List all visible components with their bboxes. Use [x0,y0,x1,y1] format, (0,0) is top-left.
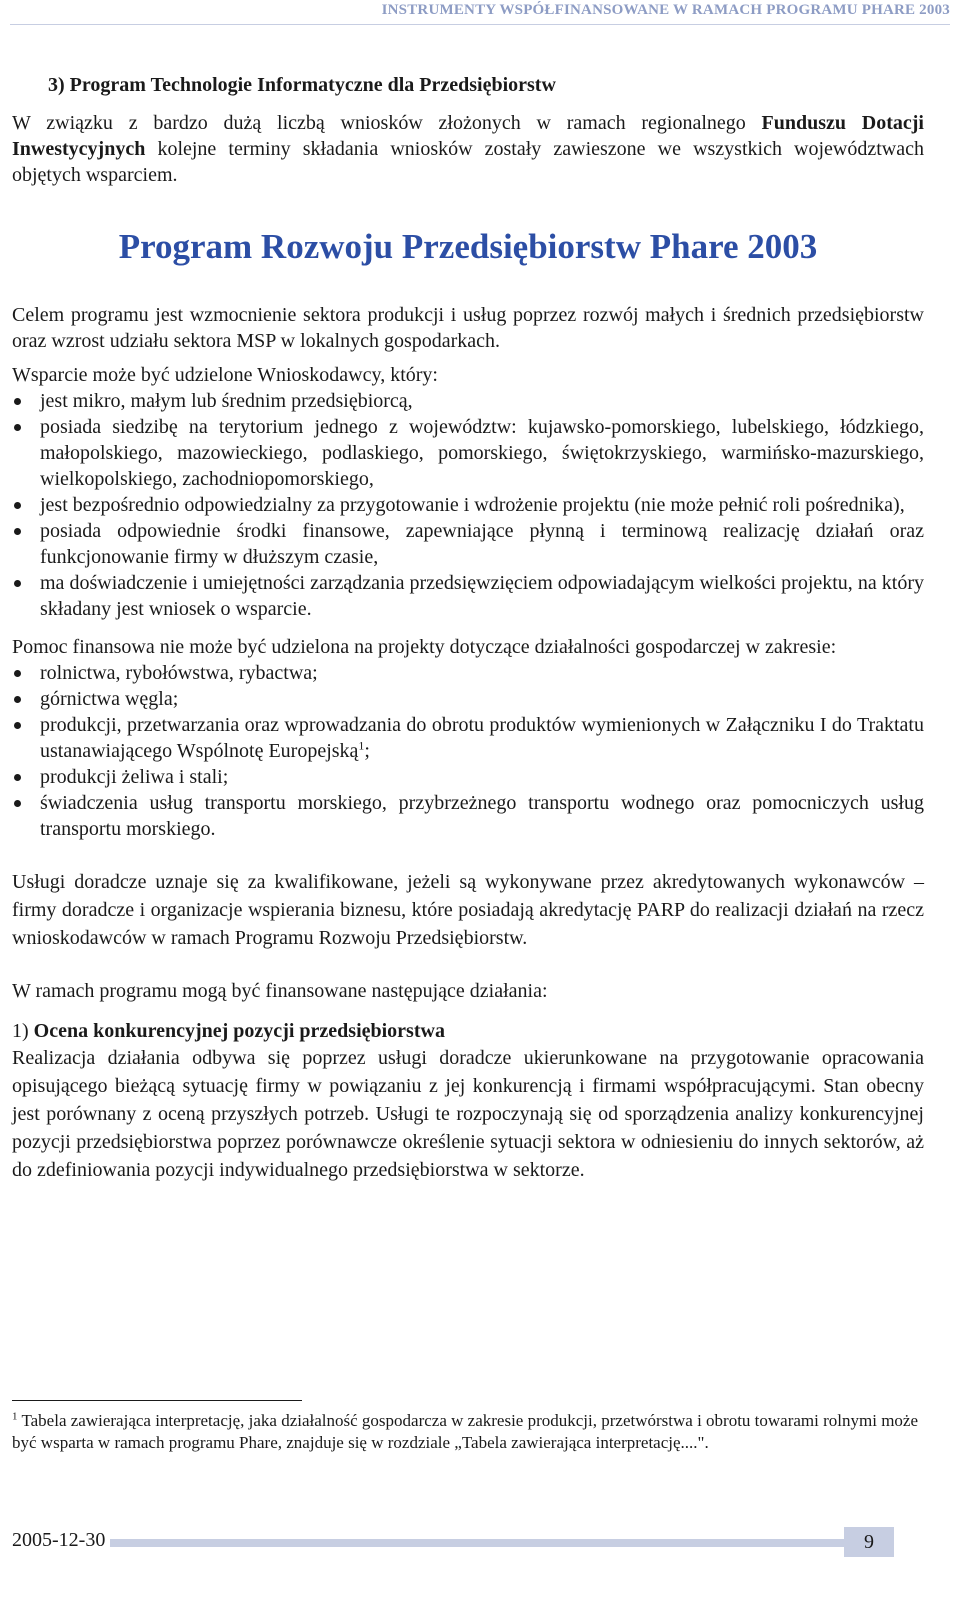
section-3-text-start: W związku z bardzo dużą liczbą wniosków złożonych w ramach regionalnego [12,112,762,134]
page-footer [12,1527,924,1557]
program-intro: Celem programu jest wzmocnienie sektora produkcji i usług poprzez rozwój małych i średnich przedsiębiorstw oraz wzrost udziału sektora MSP w lokalnych gospodarkach. [12,304,924,352]
action-1-heading [12,1018,924,1044]
footer-bar [110,1539,850,1547]
page-content [12,72,924,1184]
footer-date: 2005-12-30 [12,1529,106,1551]
list-item: jest mikro, małym lub średnim przedsiębiorcą, [12,388,924,414]
exclusions-list [12,660,924,842]
running-header: INSTRUMENTY WSPÓŁFINANSOWANE W RAMACH PROGRAMU PHARE 2003 [381,2,950,18]
list-item: posiada siedzibę na terytorium jednego z województw: kujawsko-pomorskiego, lubelskiego, łódzkiego, małopolskiego, mazowieckiego, podlaskiego, pomorskiego, świętokrzyskiego, warmińsko-mazurskiego, wielkopolskiego, zachodniopomorskiego, [12,414,924,492]
list-item [12,712,924,764]
exclusion-annex-text: produkcji, przetwarzania oraz wprowadzania do obrotu produktów wymienionych w Załączniku I do Traktatu ustanawiającego Wspólnotę Europejską [40,714,924,762]
list-item: jest bezpośrednio odpowiedzialny za przygotowanie i wdrożenie projektu (nie może pełnić roli pośrednika), [12,492,924,518]
list-item: górnictwa węgla; [12,686,924,712]
action-1-title: Ocena konkurencyjnej pozycji przedsiębiorstwa [33,1020,445,1042]
section-3-text-end: kolejne terminy składania wniosków zostały zawieszone we wszystkich województwach objętych wsparciem. [12,138,924,186]
section-3-heading: 3) Program Technologie Informatyczne dla Przedsiębiorstw [48,74,556,96]
page-number: 9 [844,1527,894,1557]
action-1-body: Realizacja działania odbywa się poprzez usługi doradcze ukierunkowane na przygotowanie opracowania opisującego bieżącą sytuację firmy w powiązaniu z jej konkurencją i firmami współpracującymi. Stan obecny jest porównany z oceną przyszłych potrzeb. Usługi te rozpoczynają się od sporządzenia analizy konkurencyjnej pozycji przedsiębiorstwa poprzez porównawcze określenie sytuacji sektora w odniesieniu do innych sektorów, aż do zdefiniowania pozycji indywidualnego przedsiębiorstwa w sektorze. [12,1047,924,1181]
footnote-text: Tabela zawierająca interpretację, jaka działalność gospodarcza w zakresie produkcji, przetwórstwa i obrotu towarami rolnymi może być wsparta w ramach programu Phare, znajduje się w rozdziale „Tabela zawierająca interpretację....". [12,1411,919,1452]
actions-lead: W ramach programu mogą być finansowane następujące działania: [12,980,548,1002]
support-lead: Wsparcie może być udzielone Wnioskodawcy, który: [12,364,438,386]
exclusions-lead: Pomoc finansowa nie może być udzielona na projekty dotyczące działalności gospodarczej w zakresie: [12,636,837,658]
footnote-reference: 1 [358,738,365,753]
footnote [12,1410,924,1454]
list-item: rolnictwa, rybołówstwa, rybactwa; [12,660,924,686]
program-title: Program Rozwoju Przedsiębiorstw Phare 2003 [118,227,818,266]
footnote-rule [12,1400,302,1401]
list-item: świadczenia usług transportu morskiego, przybrzeżnego transportu wodnego oraz pomocniczych usług transportu morskiego. [12,790,924,842]
advisory-paragraph: Usługi doradcze uznaje się za kwalifikowane, jeżeli są wykonywane przez akredytowanych wykonawców – firmy doradcze i organizacje wspierania biznesu, które posiadają akredytację PARP do realizacji działań na rzecz wnioskodawców w ramach Programu Rozwoju Przedsiębiorstw. [12,871,924,949]
list-item: posiada odpowiednie środki finansowe, zapewniające płynną i terminową realizację działań oraz funkcjonowanie firmy w dłuższym czasie, [12,518,924,570]
support-criteria-list [12,388,924,622]
section-3-paragraph [12,110,924,188]
list-item: ma doświadczenie i umiejętności zarządzania przedsięwzięciem odpowiadającym wielkości projektu, na który składany jest wniosek o wsparcie. [12,570,924,622]
list-item: produkcji żeliwa i stali; [12,764,924,790]
exclusion-annex-end: ; [364,740,370,762]
header-rule [10,24,950,25]
action-1-number: 1) [12,1020,34,1042]
footnote-mark: 1 [12,1410,18,1423]
section-3-fund-name: Funduszu Dotacji Inwestycyjnych [12,112,924,160]
